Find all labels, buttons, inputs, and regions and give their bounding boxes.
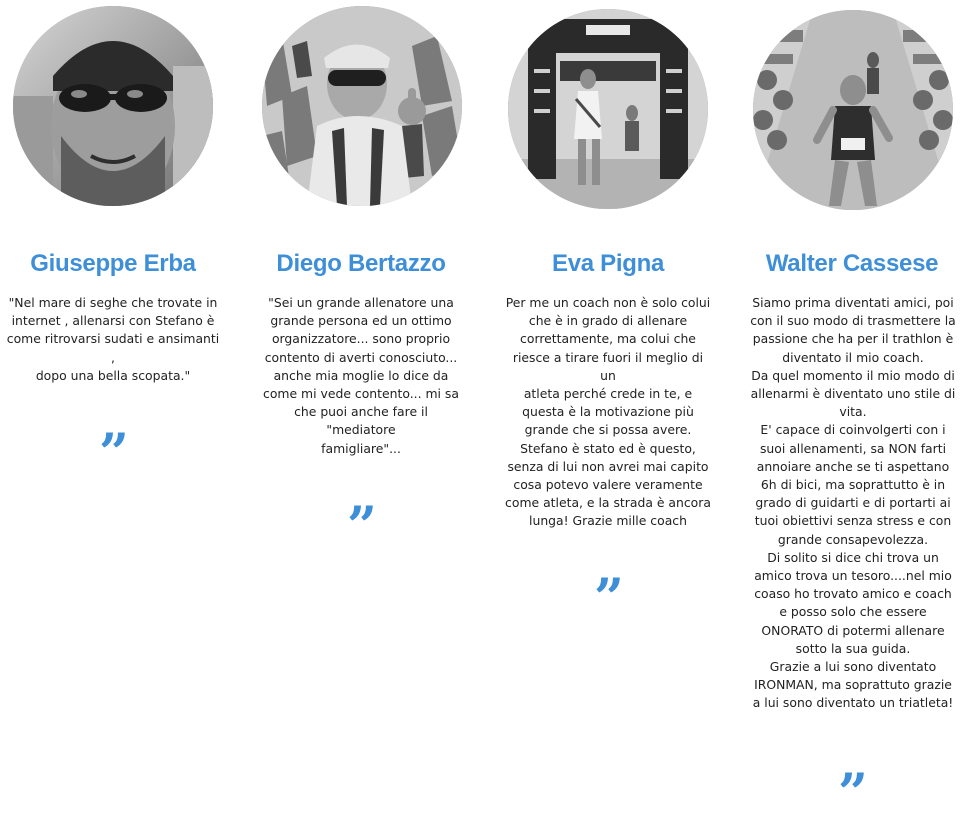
person-name: Giuseppe Erba [30, 250, 196, 277]
testimonial-quote: Siamo prima diventati amici, poi con il suo modo di trasmettere la passione che ha per il trathlon è diventato il mio coach. Da quel momento il mio modo di allenarmi è diventato uno stile di vita. E' capace di coinvolgerti con i suoi allenamenti, sa NON farti annoiare anche se ti aspettano 6h di bici, ma soprattutto è in grado di guidarti e di portarti ai tuoi obiettivi senza stress e con grande consapevolezza. Di solito si dice chi trova un amico trova un tesoro....nel mio coaso ho trovato amico e coach e posso solo che essere ONORATO di potermi allenare sotto la sua guida. Grazie a lui sono diventato IRONMAN, ma soprattuto grazie a lui sono diventato un triatleta! [750, 295, 956, 711]
swimmer-goggles-photo [13, 6, 213, 206]
testimonial-quote: "Sei un grande allenatore una grande persona ed un ottimo organizzatore... sono proprio contento di averti conosciuto... anche mia moglie lo dice da come mi vede contento... mi sa che puoi anche fare il "mediatore famigliare"... [263, 295, 459, 456]
avatar [508, 9, 708, 209]
testimonial-quote: Per me un coach non è solo colui che è in grado di allenare correttamente, ma colui che riesce a tirare fuori il meglio di un atleta perché crede in te, e questa è la motivazione più grande che si possa avere. Stefano è stato ed è questo, senza di lui non avrei mai capito cosa potevo valere veramente come atleta, e la strada è ancora lunga! Grazie mille coach [505, 295, 711, 529]
avatar [13, 6, 213, 206]
closing-quote-icon: ” [99, 423, 129, 484]
closing-quote-icon: ” [594, 568, 624, 629]
person-name: Walter Cassese [765, 250, 939, 277]
avatar [262, 6, 462, 206]
closing-quote-icon: ” [347, 496, 377, 557]
person-name: Eva Pigna [551, 250, 664, 277]
avatar [753, 10, 953, 210]
ironman-finish-line-photo [508, 9, 708, 209]
triathlon-runner-photo [753, 10, 953, 210]
person-name: Diego Bertazzo [276, 250, 446, 277]
testimonial-quote: "Nel mare di seghe che trovate in internet , allenarsi con Stefano è come ritrovarsi sudati e ansimanti , dopo una bella scopata." [6, 295, 220, 383]
closing-quote-icon: ” [838, 763, 868, 824]
cyclist-thumbs-up-photo [262, 6, 462, 206]
